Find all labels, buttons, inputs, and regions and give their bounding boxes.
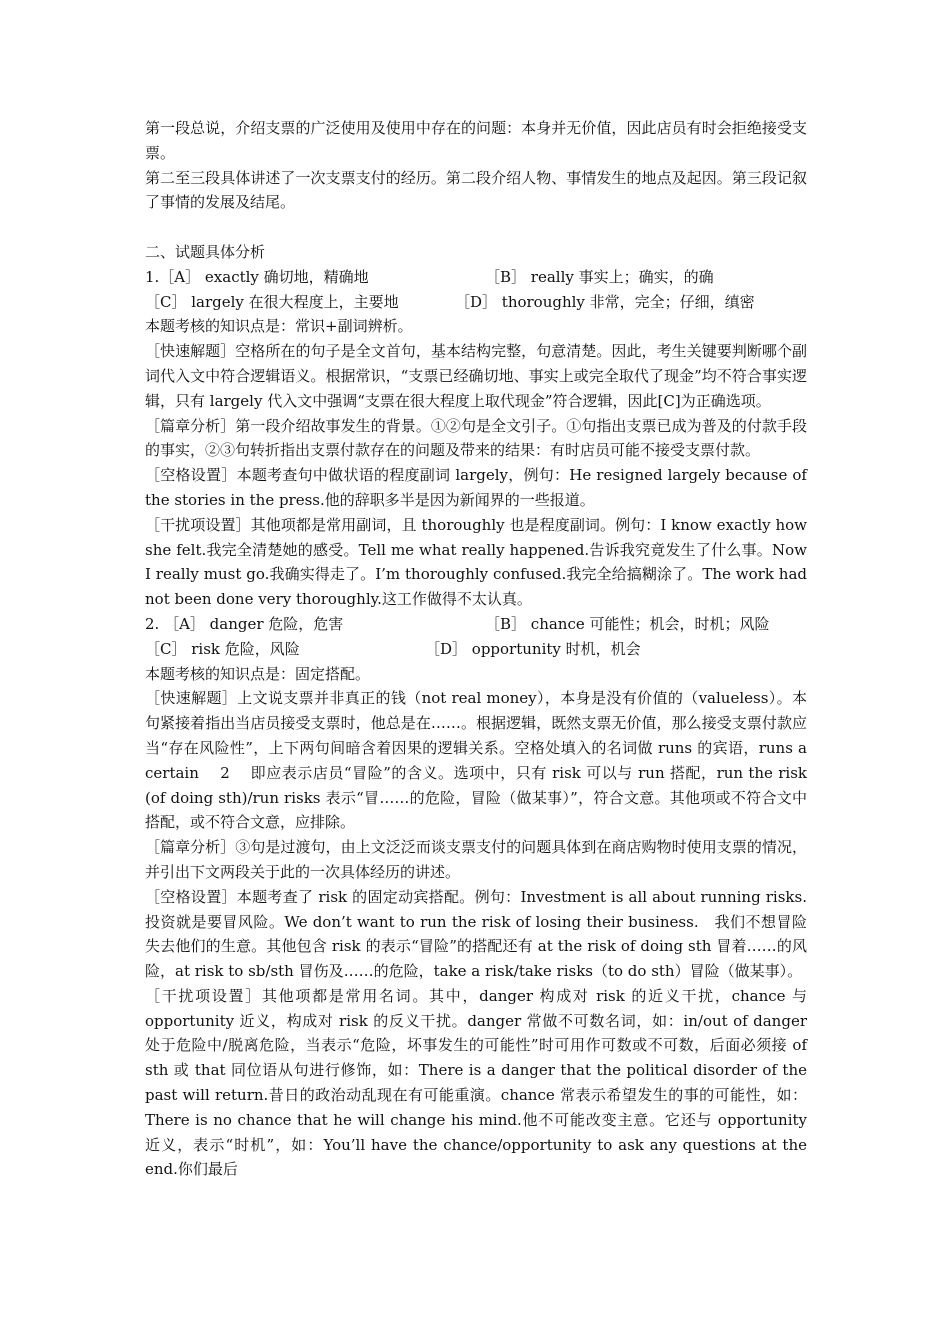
q1-passage-analysis: ［篇章分析］第一段介绍故事发生的背景。①②句是全文引子。①句指出支票已成为普及的付款手段的事实，②③句转折指出支票付款存在的问题及带来的结果：有时店员可能不接受支票付款。 (145, 416, 807, 460)
q2-option-c: ［C］ risk 危险，风险 (145, 639, 300, 658)
q1-blank-setting: ［空格设置］本题考查句中做状语的程度副词 largely，例句：He resigned largely because of the stories in the press.他的辞职多半是因为新闻界的一些报道。 (145, 466, 807, 509)
q1-quick-solution: ［快速解题］空格所在的句子是全文首句，基本结构完整，句意清楚。因此，考生关键要判断哪个副词代入文中符合逻辑语义。根据常识，“支票已经确切地、事实上或完全取代了现金”均不符合事实逻辑，只有 largely 代入文中强调“支票在很大程度上取代现金”符合逻辑，因此[C]为正确选项。 (145, 342, 807, 410)
q2-option-b: ［B］ chance 可能性；机会，时机；风险 (485, 614, 770, 633)
q2-options-row-2 (145, 637, 807, 662)
q1-option-c: ［C］ largely 在很大程度上，主要地 (145, 292, 399, 311)
q2-option-a: 2. ［A］ danger 危险，危害 (145, 614, 344, 633)
q1-knowledge: 本题考核的知识点是：常识+副词辨析。 (145, 317, 413, 336)
q1-option-d: ［D］ thoroughly 非常，完全；仔细，缜密 (455, 292, 755, 311)
intro-paragraph-1: 第一段总说，介绍支票的广泛使用及使用中存在的问题：本身并无价值，因此店员有时会拒绝接受支票。 (145, 119, 807, 162)
q1-options-row-1 (145, 265, 807, 290)
q2-option-d: ［D］ opportunity 时机，机会 (425, 639, 641, 658)
q2-options-row-1 (145, 612, 807, 637)
q2-passage-analysis: ［篇章分析］③句是过渡句，由上文泛泛而谈支票支付的问题具体到在商店购物时使用支票的情况，并引出下文两段关于此的一次具体经历的讲述。 (145, 838, 807, 881)
q2-quick-solution: ［快速解题］上文说支票并非真正的钱（not real money），本身是没有价值的（valueless）。本句紧接着指出当店员接受支票时，他总是在……。根据逻辑，既然支票无价值，那么接受支票付款应当“存在风险性”，上下两句间暗含着因果的逻辑关系。空格处填入的名词做 runs 的宾语，runs a certain 2 即应表示店员“冒险”的含义。选项中，只有 risk 可以与 run 搭配，run the risk (of doing sth)/run risks 表示“冒……的危险，冒险（做某事）”，符合文意。其他项或不符合文中搭配，或不符合文意，应排除。 (145, 689, 807, 832)
q2-distractor-setting: ［干扰项设置］其他项都是常用名词。其中，danger 构成对 risk 的近义干扰，chance 与 opportunity 近义，构成对 risk 的反义干扰。danger 常做不可数名词，如：in/out of danger 处于危险中/脱离危险，当表示“危险，坏事发生的可能性”时可用作可数或不可数，后面必须接 of sth 或 that 同位语从句进行修饰，如：There is a danger that the political disorder of the past will return.昔日的政治动乱现在有可能重演。chance 常表示希望发生的事的可能性，如：There is no chance that he will change his mind.他不可能改变主意。它还与 opportunity 近义，表示“时机”，如：You’ll have the chance/opportunity to ask any questions at the end.你们最后 (145, 986, 807, 1179)
q1-option-b: ［B］ really 事实上；确实，的确 (485, 267, 714, 286)
q1-distractor-setting: ［干扰项设置］其他项都是常用副词，且 thoroughly 也是程度副词。例句：I know exactly how she felt.我完全清楚她的感受。Tell me what really happened.告诉我究竟发生了什么事。Now I really must go.我确实得走了。I’m thoroughly confused.我完全给搞糊涂了。The work had not been done very thoroughly.这工作做得不太认真。 (145, 515, 807, 609)
intro-paragraph-2: 第二至三段具体讲述了一次支票支付的经历。第二段介绍人物、事情发生的地点及起因。第三段记叙了事情的发展及结尾。 (145, 168, 807, 212)
blank-line (145, 215, 807, 240)
q2-knowledge: 本题考核的知识点是：固定搭配。 (145, 664, 371, 683)
q2-blank-setting: ［空格设置］本题考查了 risk 的固定动宾搭配。例句：Investment is all about running risks.投资就是要冒风险。We don’t want to run the risk of losing their business. 我们不想冒险失去他们的生意。其他包含 risk 的表示“冒险”的搭配还有 at the risk of doing sth 冒着……的风险，at risk to sb/sth 冒伤及……的危险，take a risk/take risks（to do sth）冒险（做某事）。 (145, 887, 807, 981)
q1-option-a: 1.［A］ exactly 确切地，精确地 (145, 267, 369, 286)
section-title: 二、试题具体分析 (145, 242, 266, 261)
q1-options-row-2 (145, 290, 807, 315)
document-page (145, 116, 807, 1182)
